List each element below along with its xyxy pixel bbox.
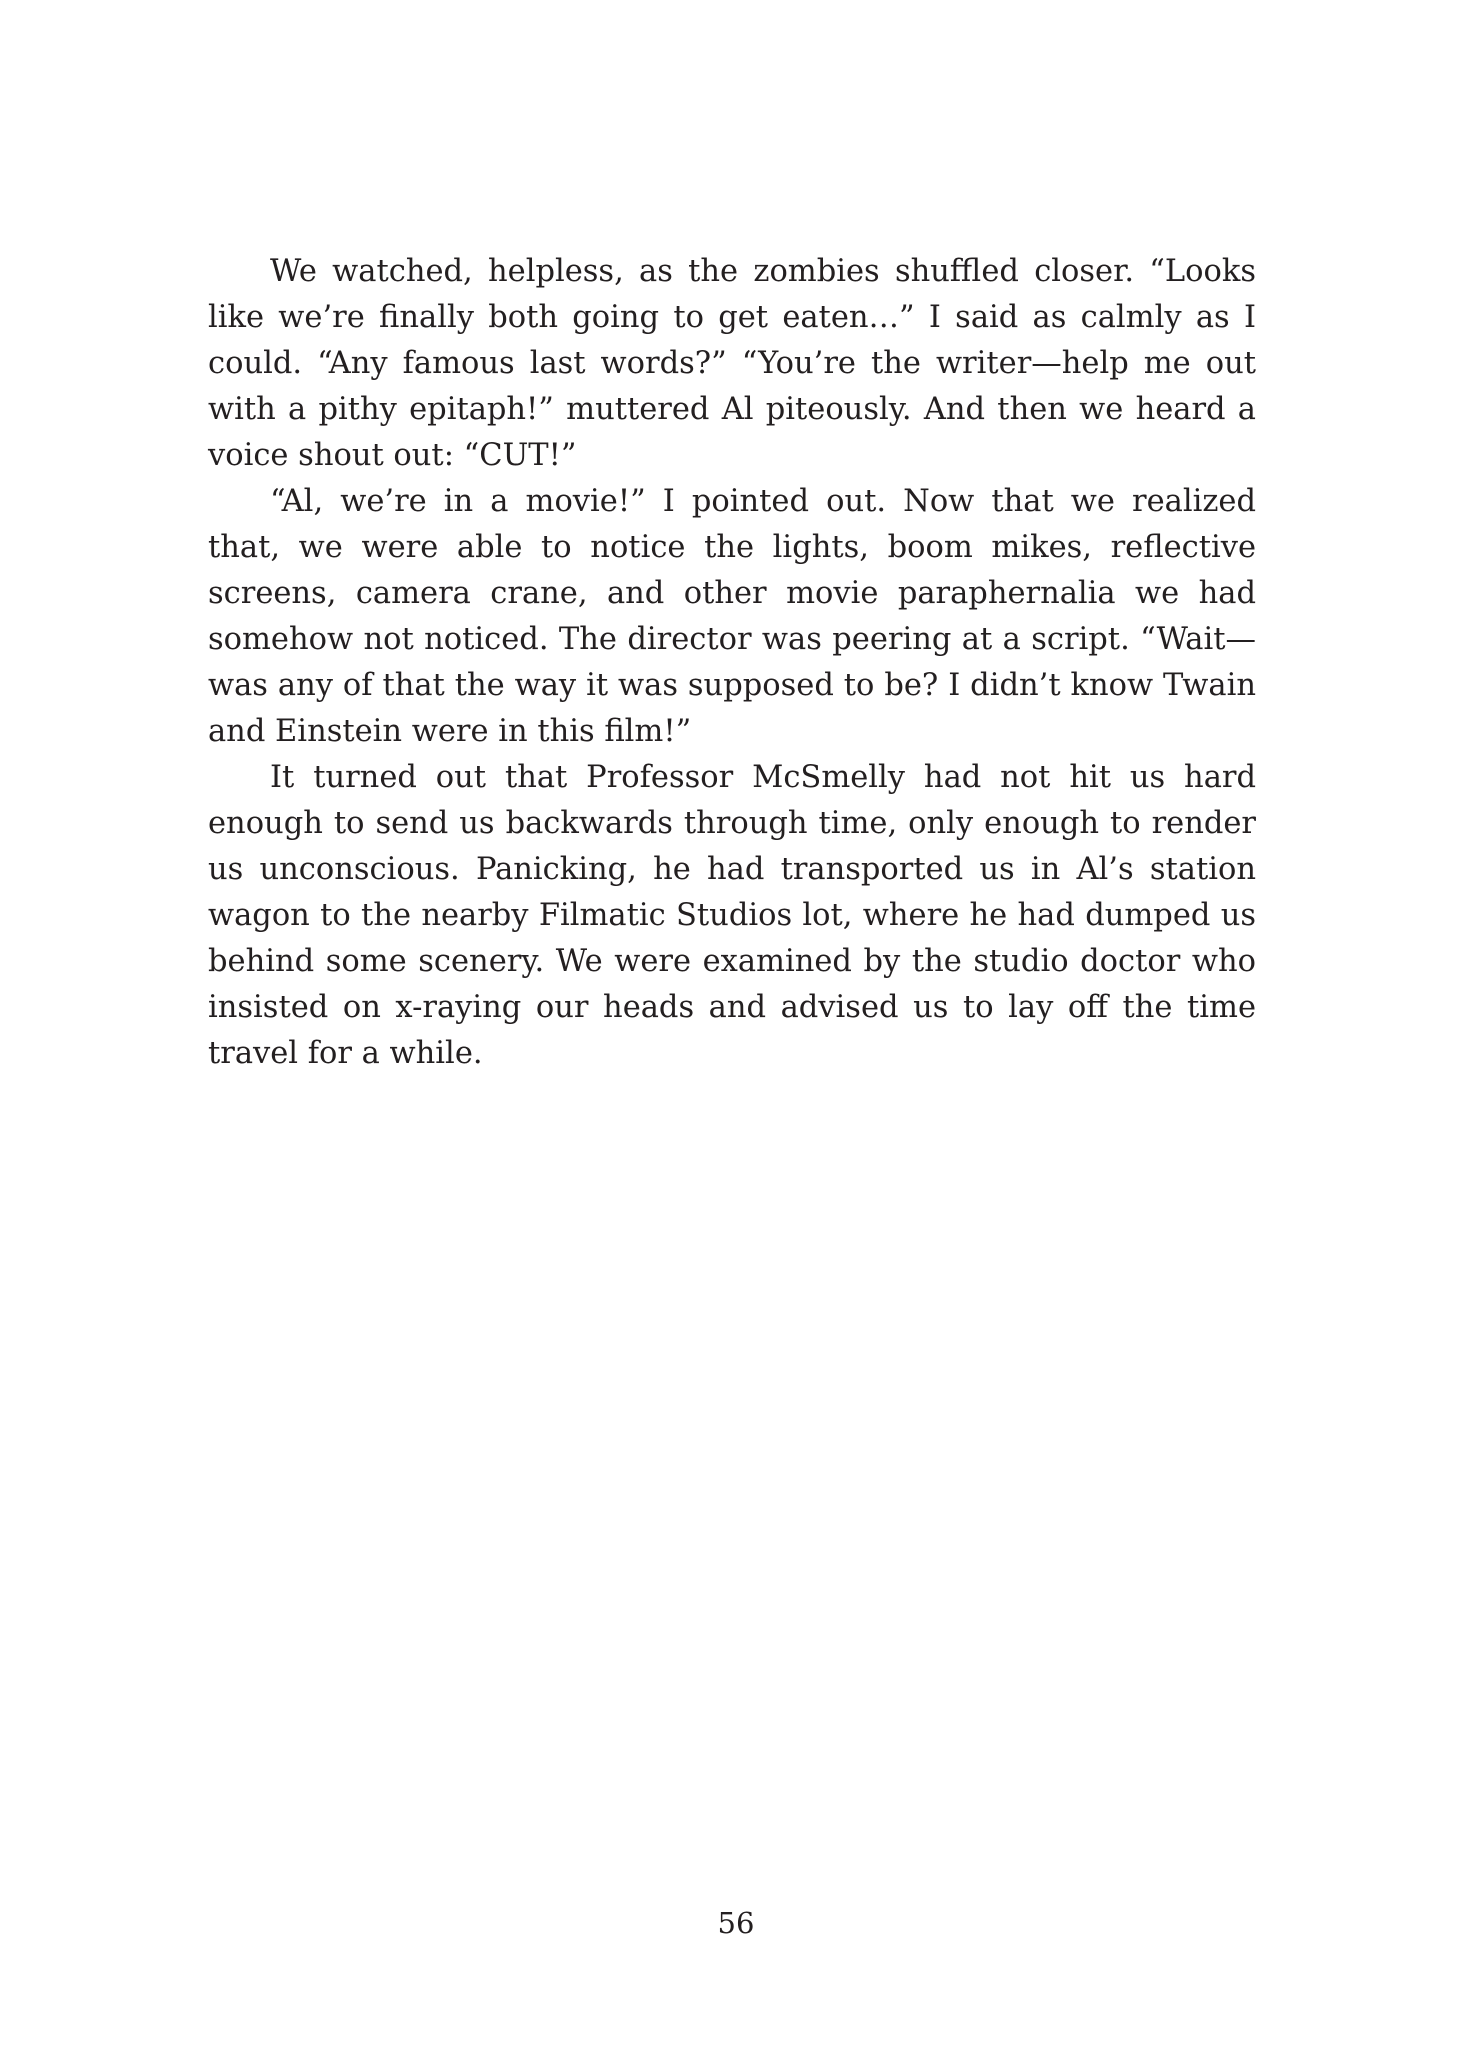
paragraph-3: It turned out that Professor McSmelly had not hit us hard enough to send us backwards through time, only enough to render us unconscious. Panicking, he had transported us in Al’s station wagon to the nearby Filmatic Studios lot, where he had dumped us behind some scenery. We were examined by the studio doctor who insisted on x-raying our heads and advised us to lay off the time travel for a while. xyxy=(208,760,1256,1071)
page-number: 56 xyxy=(717,1906,755,1940)
paragraph-1: We watched, helpless, as the zombies shuffled closer. “Looks like we’re finally both going to get eaten…” I said as calmly as I could. “Any famous last words?” “You’re the writer—help me out with a pithy epitaph!” muttered Al piteously. And then we heard a voice shout out: “CUT!” xyxy=(208,254,1256,473)
body-text xyxy=(208,249,1256,1077)
paragraph-2: “Al, we’re in a movie!” I pointed out. Now that we realized that, we were able to notice the lights, boom mikes, reflective screens, camera crane, and other movie paraphernalia we had somehow not noticed. The director was peering at a script. “Wait—was any of that the way it was supposed to be? I didn’t know Twain and Einstein were in this film!” xyxy=(208,484,1256,749)
